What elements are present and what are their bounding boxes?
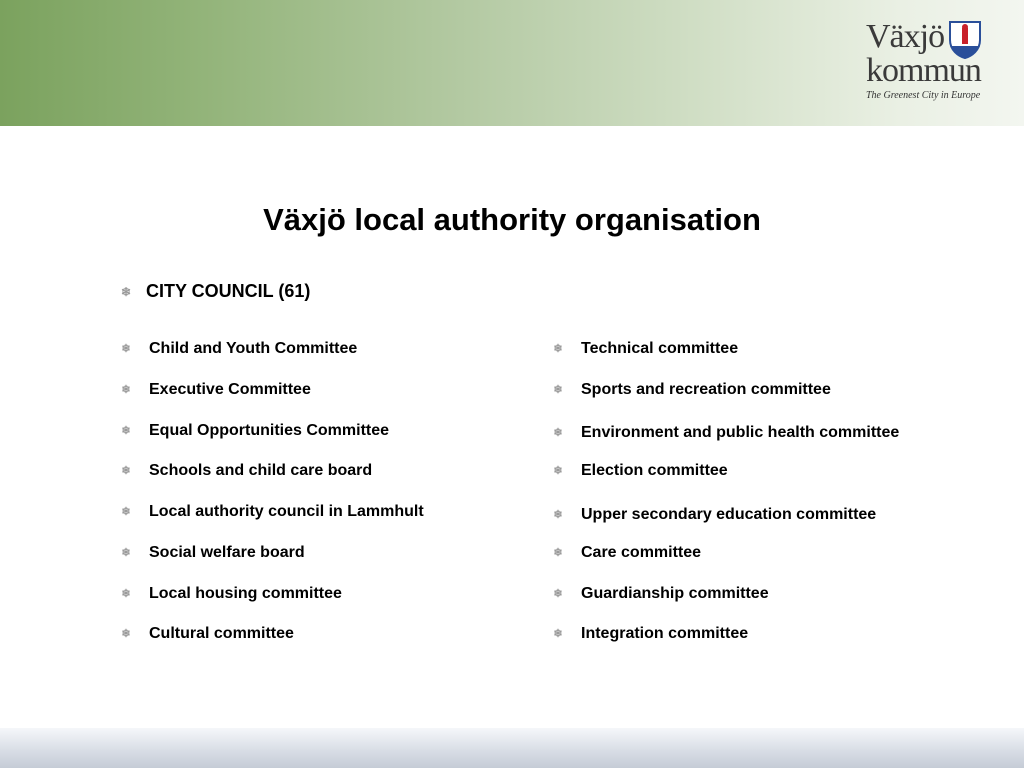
- snowflake-bullet-icon: ❄: [553, 427, 563, 439]
- list-item-left: [120, 585, 342, 603]
- snowflake-bullet-icon: ❄: [553, 588, 563, 600]
- slide-title: Växjö local authority organisation: [263, 202, 761, 237]
- committee-name: Local authority council in Lammhult: [149, 503, 424, 520]
- list-item-left: [120, 503, 424, 521]
- city-council-label: CITY COUNCIL (61): [146, 281, 311, 301]
- snowflake-bullet-icon: ❄: [553, 628, 563, 640]
- footer-band: [0, 728, 1024, 768]
- committee-name: Social welfare board: [149, 544, 305, 561]
- list-item-left: [120, 625, 294, 643]
- list-item-right: [552, 506, 876, 524]
- snowflake-bullet-icon: ❄: [121, 425, 131, 437]
- list-item-right: [552, 424, 899, 442]
- logo-tagline: The Greenest City in Europe: [866, 90, 981, 101]
- list-item-right: [552, 625, 748, 643]
- committee-name: Upper secondary education committee: [581, 506, 877, 523]
- list-item-left: [120, 462, 372, 480]
- committee-name: Environment and public health committee: [581, 424, 900, 441]
- committee-name: Local housing committee: [149, 585, 342, 602]
- list-item-right: [552, 381, 831, 399]
- snowflake-bullet-icon: ❄: [121, 588, 131, 600]
- committee-name: Care committee: [581, 544, 702, 561]
- snowflake-bullet-icon: ❄: [553, 343, 563, 355]
- list-item-left: [120, 381, 311, 399]
- list-item-left: [120, 422, 389, 440]
- vaxjo-kommun-logo: [862, 18, 1002, 108]
- committee-name: Technical committee: [581, 340, 739, 357]
- committee-name: Executive Committee: [149, 381, 311, 398]
- committee-name: Integration committee: [581, 625, 749, 642]
- city-council-heading: [120, 281, 310, 302]
- snowflake-bullet-icon: ❄: [553, 547, 563, 559]
- committee-name: Guardianship committee: [581, 585, 769, 602]
- committee-name: Cultural committee: [149, 625, 294, 642]
- snowflake-bullet-icon: ❄: [120, 284, 132, 299]
- list-item-right: [552, 544, 701, 562]
- committee-name: Election committee: [581, 462, 728, 479]
- committee-name: Sports and recreation committee: [581, 381, 831, 398]
- snowflake-bullet-icon: ❄: [121, 465, 131, 477]
- snowflake-bullet-icon: ❄: [553, 465, 563, 477]
- snowflake-bullet-icon: ❄: [121, 384, 131, 396]
- snowflake-bullet-icon: ❄: [121, 547, 131, 559]
- committee-name: Child and Youth Committee: [149, 340, 358, 357]
- list-item-right: [552, 462, 728, 480]
- list-item-left: [120, 340, 357, 358]
- committee-name: Schools and child care board: [149, 462, 373, 479]
- snowflake-bullet-icon: ❄: [121, 506, 131, 518]
- logo-word-vaxjo: Växjö: [866, 18, 945, 55]
- snowflake-bullet-icon: ❄: [121, 343, 131, 355]
- snowflake-bullet-icon: ❄: [553, 509, 563, 521]
- logo-word-kommun: kommun: [866, 52, 981, 89]
- list-item-left: [120, 544, 305, 562]
- snowflake-bullet-icon: ❄: [553, 384, 563, 396]
- snowflake-bullet-icon: ❄: [121, 628, 131, 640]
- committee-name: Equal Opportunities Committee: [149, 422, 390, 439]
- list-item-right: [552, 585, 769, 603]
- list-item-right: [552, 340, 738, 358]
